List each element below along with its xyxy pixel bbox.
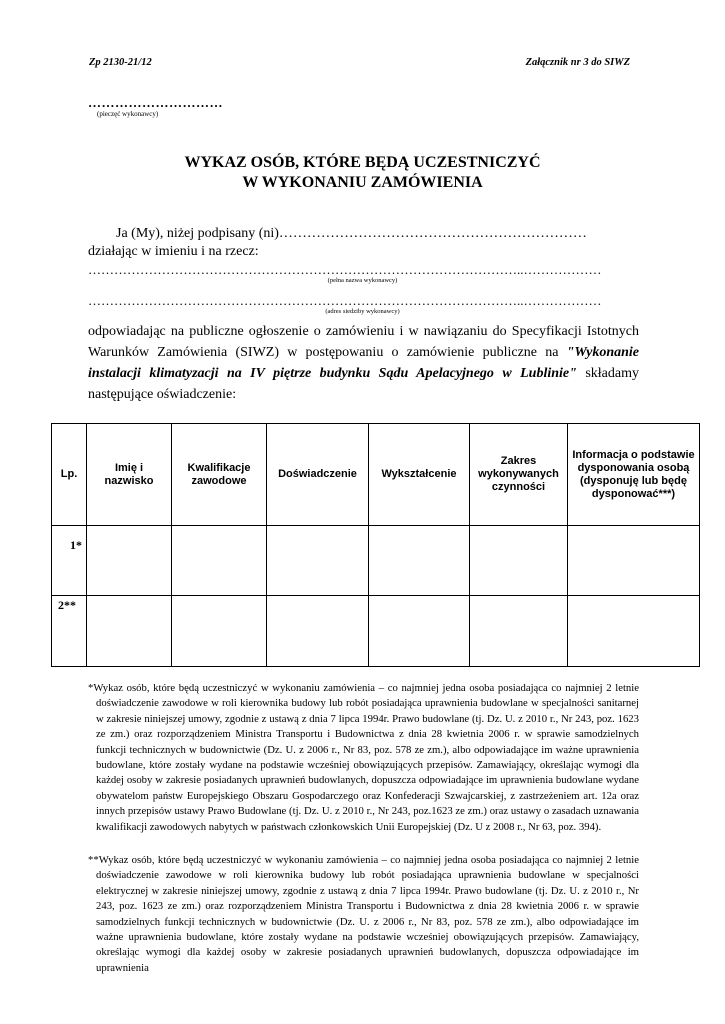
contractor-address-field: ………………………………………………………………………………………..……………… xyxy=(88,293,602,308)
row-number: 2** xyxy=(52,596,87,667)
table-cell[interactable] xyxy=(369,596,470,667)
column-header-lp: Lp. xyxy=(52,424,87,526)
table-cell[interactable] xyxy=(267,526,369,596)
column-header-name: Imię i nazwisko xyxy=(87,424,172,526)
table-cell[interactable] xyxy=(267,596,369,667)
declaration-paragraph xyxy=(88,321,639,405)
footnote-1 xyxy=(88,681,639,835)
column-header-experience: Doświadczenie xyxy=(267,424,369,526)
table-cell[interactable] xyxy=(568,596,700,667)
table-row xyxy=(52,596,700,667)
contractor-address-caption: (adres siedziby wykonawcy) xyxy=(325,308,400,315)
paragraph-text-end: składamy następujące oświadczenie: xyxy=(88,366,639,402)
column-header-scope: Zakres wykonywanych czynności xyxy=(470,424,568,526)
signed-line: Ja (My), niżej podpisany (ni)………………………………………………………… xyxy=(116,226,587,241)
row-number: 1* xyxy=(52,526,87,596)
contractor-name-caption: (pełna nazwa wykonawcy) xyxy=(327,277,398,284)
attachment-label: Załącznik nr 3 do SIWZ xyxy=(525,57,630,68)
column-header-qualifications: Kwalifikacje zawodowe xyxy=(172,424,267,526)
seal-caption: (pieczęć wykonawcy) xyxy=(97,110,159,118)
contract-title: "Wykonanie instalacji klimatyzacji na IV piętrze budynku Sądu Apelacyjnego w Lublinie" xyxy=(88,345,639,381)
table-row xyxy=(52,526,700,596)
column-header-education: Wykształcenie xyxy=(369,424,470,526)
table-header-row xyxy=(52,424,700,526)
footnote-1-text: *Wykaz osób, które będą uczestniczyć w wykonaniu zamówienia – co najmniej jedna osoba posiadająca co najmniej 2 letnie doświadczenie zawodowe w roli kierownika budowy lub robót posiadająca uprawnienia budowlane w specjalności sanitarnej w zakresie niniejszej umowy, zgodnie z ustawą z dnia 7 lipca 1994r. Prawo budowlane (tj. Dz. U. z 2010 r., Nr 243, poz. 1623 ze zm.) oraz rozporządzeniem Ministra Transportu i Budownictwa z dnia 28 kwietnia 2006 r. w sprawie samodzielnych funkcji technicznych w budownictwie (Dz. U. z 2006 r., Nr 83, poz. 578 ze zm.), albo odpowiadające im ważne uprawnienia budowlane, które zostały wydane na podstawie wcześniej obowiązujących przepisów. Zamawiający, określając wymogi dla każdej osoby w zakresie posiadanych uprawnień budowlanych, dopuszcza odpowiadające im uprawnienia budowlane wydane obywatelom państw Europejskiego Obszaru Gospodarczego oraz Konfederacji Szwajcarskiej, z zastrzeżeniem art. 12a oraz innych przepisów ustawy Prawo Budowlane (tj. Dz. U. z 2010 r., Nr 243, poz.1623 ze zm.) oraz ustawy o zasadach uznawania kwalifikacji zawodowych nabytych w państwach członkowskich Unii Europejskiej (Dz. U z 2008 r., Nr 63, poz. 394). xyxy=(88,682,639,833)
acting-line: działając w imieniu i na rzecz: xyxy=(88,244,259,259)
contractor-name-field: ………………………………………………………………………………………..……………… xyxy=(88,262,602,277)
column-header-disposal-basis: Informacja o podstawie dysponowania osobą (dysponuję lub będę dysponować***) xyxy=(568,424,700,526)
footnote-2-text: **Wykaz osób, które będą uczestniczyć w wykonaniu zamówienia – co najmniej jedna osoba posiadająca co najmniej 2 letnie doświadczenie zawodowe w roli kierownika budowy lub robót posiadająca uprawnienia budowlane w specjalności elektrycznej w zakresie niniejszej umowy, zgodnie z ustawą z dnia 7 lipca 1994r. Prawo budowlane (tj. Dz. U. z 2010 r., Nr 243, poz. 1623 ze zm.) oraz rozporządzeniem Ministra Transportu i Budownictwa z dnia 28 kwietnia 2006 r. w sprawie samodzielnych funkcji technicznych w budownictwie (Dz. U. z 2006 r., Nr 83, poz. 578 ze zm.), albo odpowiadające im ważne uprawnienia budowlane, które zostały wydane na podstawie wcześniej obowiązujących przepisów. Zamawiający, określając wymogi dla każdej osoby w zakresie posiadanych uprawnień budowlanych, dopuszcza odpowiadające im uprawnienia xyxy=(88,854,639,974)
seal-placeholder: ………………………… xyxy=(88,95,223,110)
document-reference: Zp 2130-21/12 xyxy=(89,57,152,68)
table-cell[interactable] xyxy=(568,526,700,596)
table-cell[interactable] xyxy=(172,526,267,596)
table-cell[interactable] xyxy=(87,596,172,667)
page-title-line-2: W WYKONANIU ZAMÓWIENIA xyxy=(242,174,483,191)
paragraph-text-start: odpowiadając na publiczne ogłoszenie o zamówieniu i w nawiązaniu do Specyfikacji Istotnych Warunków Zamówienia (SIWZ) w postępowaniu o zamówienie publiczne na xyxy=(88,324,639,360)
table-cell[interactable] xyxy=(470,526,568,596)
staff-table xyxy=(51,423,700,667)
table-cell[interactable] xyxy=(87,526,172,596)
table-cell[interactable] xyxy=(369,526,470,596)
footnote-2 xyxy=(88,853,639,976)
table-cell[interactable] xyxy=(172,596,267,667)
table-cell[interactable] xyxy=(470,596,568,667)
page-title-line-1: WYKAZ OSÓB, KTÓRE BĘDĄ UCZESTNICZYĆ xyxy=(184,154,541,171)
